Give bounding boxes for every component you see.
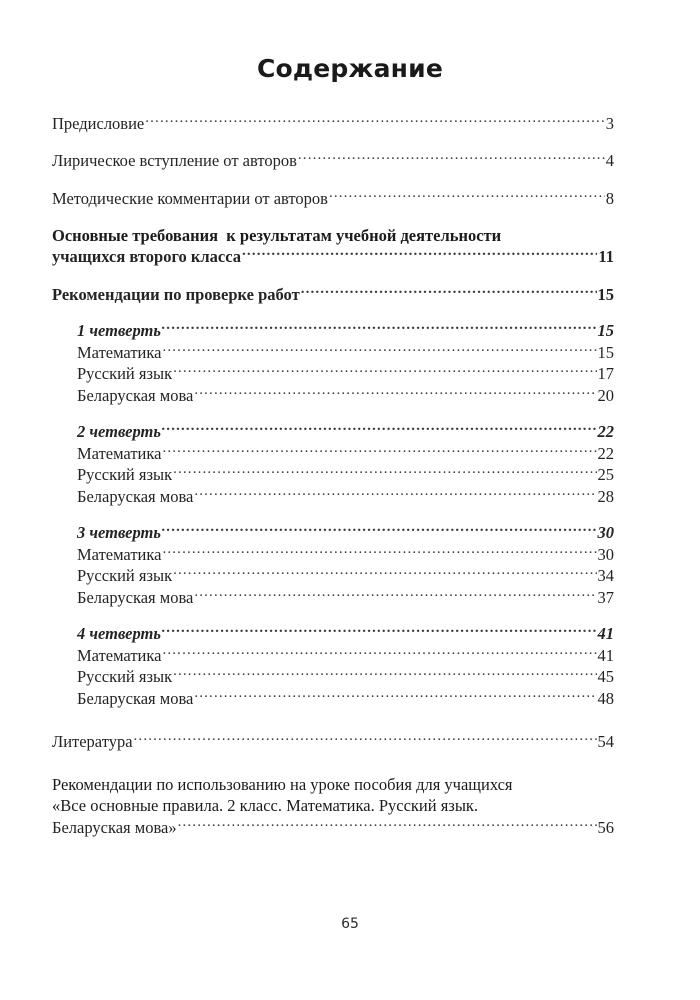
toc-entry-subject-russian[interactable] — [77, 666, 614, 688]
toc-entry-page: 15 — [597, 321, 614, 340]
toc-entry-label-line1: Основные требования к результатам учебной деятельности — [52, 225, 502, 245]
page-title: Содержание — [256, 54, 444, 83]
toc-entry-label-line3: Беларуская мова» — [52, 817, 177, 837]
toc-entry-quarter-heading[interactable] — [77, 320, 614, 342]
dot-leader — [162, 341, 596, 358]
toc-entry-label: Беларуская мова — [77, 385, 194, 405]
dot-leader — [162, 543, 596, 560]
toc-entry-page: 15 — [597, 342, 614, 362]
toc-entry-page: 15 — [597, 284, 614, 304]
toc-entry-label: Русский язык — [77, 667, 173, 686]
toc-entry-label: Беларуская мова — [77, 688, 194, 708]
toc-entry-page: 8 — [605, 188, 614, 208]
toc-entry-lastline — [52, 816, 614, 838]
dot-leader — [242, 246, 597, 263]
dot-leader — [194, 485, 596, 502]
dot-leader — [162, 442, 596, 459]
toc-entry-label: Русский язык — [77, 566, 173, 585]
toc-entry-subject-russian[interactable] — [77, 363, 614, 385]
dot-leader — [173, 464, 596, 481]
dot-leader — [173, 363, 596, 380]
toc-entry-page: 45 — [597, 667, 614, 686]
toc-entry-page: 48 — [597, 688, 614, 708]
toc-entry-subject-math[interactable] — [77, 442, 614, 464]
toc-entry-label: Лирическое вступление от авторов — [52, 151, 297, 170]
toc-entry-page: 56 — [597, 817, 614, 837]
table-of-contents — [52, 112, 614, 838]
dot-leader — [298, 150, 605, 167]
quarter-group-2 — [52, 421, 614, 507]
toc-entry-label: Русский язык — [77, 465, 173, 484]
toc-entry-page: 30 — [597, 523, 614, 542]
toc-entry-subject-math[interactable] — [77, 644, 614, 666]
quarter-group-3 — [52, 522, 614, 608]
toc-entry-label: Беларуская мова — [77, 486, 194, 506]
toc-entry-page: 20 — [597, 385, 614, 405]
toc-entry-subject-belarusian[interactable] — [77, 586, 614, 608]
toc-entry-label: Предисловие — [52, 113, 145, 133]
dot-leader — [301, 283, 597, 300]
toc-entry-label-line2: «Все основные правила. 2 класс. Математика. Русский язык. — [52, 796, 479, 815]
toc-entry-lyric-intro[interactable] — [52, 150, 614, 172]
toc-entry-label: Математика — [77, 645, 162, 665]
toc-entry-label: 1 четверть — [77, 321, 161, 340]
spacer — [52, 134, 614, 150]
toc-entry-label: Литература — [52, 732, 133, 751]
toc-entry-quarter-heading[interactable] — [77, 623, 614, 645]
toc-entry-recommendations-check[interactable] — [52, 283, 614, 305]
toc-entry-label: 3 четверть — [77, 523, 161, 542]
toc-entry-subject-math[interactable] — [77, 543, 614, 565]
toc-entry-page: 41 — [597, 624, 614, 643]
spacer — [52, 171, 614, 187]
toc-entry-subject-belarusian[interactable] — [77, 485, 614, 507]
dot-leader — [194, 586, 596, 603]
dot-leader — [178, 816, 597, 833]
dot-leader — [162, 623, 597, 640]
toc-entry-page: 34 — [597, 566, 614, 585]
dot-leader — [162, 320, 597, 337]
dot-leader — [134, 731, 597, 748]
quarter-group-4 — [52, 623, 614, 709]
toc-entry-page: 54 — [597, 732, 614, 751]
toc-entry-label: Беларуская мова — [77, 587, 194, 607]
dot-leader — [145, 112, 605, 129]
page-number: 65 — [341, 916, 359, 932]
toc-entry-label: 4 четверть — [77, 624, 161, 643]
toc-entry-lastline — [52, 246, 614, 268]
toc-entry-method-comments[interactable] — [52, 187, 614, 209]
toc-entry-subject-math[interactable] — [77, 341, 614, 363]
toc-entry-main-requirements[interactable] — [52, 225, 614, 268]
toc-entry-page: 3 — [605, 113, 614, 133]
toc-entry-subject-belarusian[interactable] — [77, 384, 614, 406]
toc-entry-label-line2: учащихся второго класса — [52, 247, 242, 266]
dot-leader — [162, 522, 597, 539]
toc-entry-preface[interactable] — [52, 112, 614, 134]
spacer — [52, 209, 614, 225]
toc-entry-label: Математика — [77, 342, 162, 362]
toc-entry-literature[interactable] — [52, 731, 614, 753]
dot-leader — [194, 384, 596, 401]
dot-leader — [329, 187, 605, 204]
dot-leader — [173, 565, 596, 582]
toc-entry-page: 30 — [597, 544, 614, 564]
toc-entry-label: Математика — [77, 544, 162, 564]
spacer — [52, 267, 614, 283]
toc-entry-page: 11 — [598, 247, 614, 266]
dot-leader — [194, 687, 596, 704]
toc-entry-label: Математика — [77, 443, 162, 463]
spacer — [52, 709, 614, 731]
toc-entry-subject-belarusian[interactable] — [77, 687, 614, 709]
toc-entry-page: 22 — [597, 443, 614, 463]
quarter-group-1 — [52, 320, 614, 406]
toc-entry-page: 4 — [605, 151, 614, 170]
toc-entry-page: 25 — [597, 465, 614, 484]
toc-entry-page: 37 — [597, 587, 614, 607]
toc-entry-label: Русский язык — [77, 364, 173, 383]
dot-leader — [162, 644, 596, 661]
toc-entry-page: 28 — [597, 486, 614, 506]
dot-leader — [162, 421, 597, 438]
toc-entry-subject-russian[interactable] — [77, 464, 614, 486]
spacer — [52, 752, 614, 774]
toc-entry-usage-recommendations[interactable] — [52, 774, 614, 838]
toc-entry-label: 2 четверть — [77, 422, 161, 441]
toc-entry-quarter-heading[interactable] — [77, 421, 614, 443]
toc-entry-page: 22 — [597, 422, 614, 441]
toc-entry-page: 41 — [597, 645, 614, 665]
toc-entry-label: Методические комментарии от авторов — [52, 188, 328, 208]
toc-entry-quarter-heading[interactable] — [77, 522, 614, 544]
toc-entry-label-line1: Рекомендации по использованию на уроке пособия для учащихся — [52, 775, 513, 794]
toc-entry-page: 17 — [597, 364, 614, 383]
dot-leader — [173, 666, 596, 683]
toc-entry-label: Рекомендации по проверке работ — [52, 284, 300, 304]
toc-entry-subject-russian[interactable] — [77, 565, 614, 587]
